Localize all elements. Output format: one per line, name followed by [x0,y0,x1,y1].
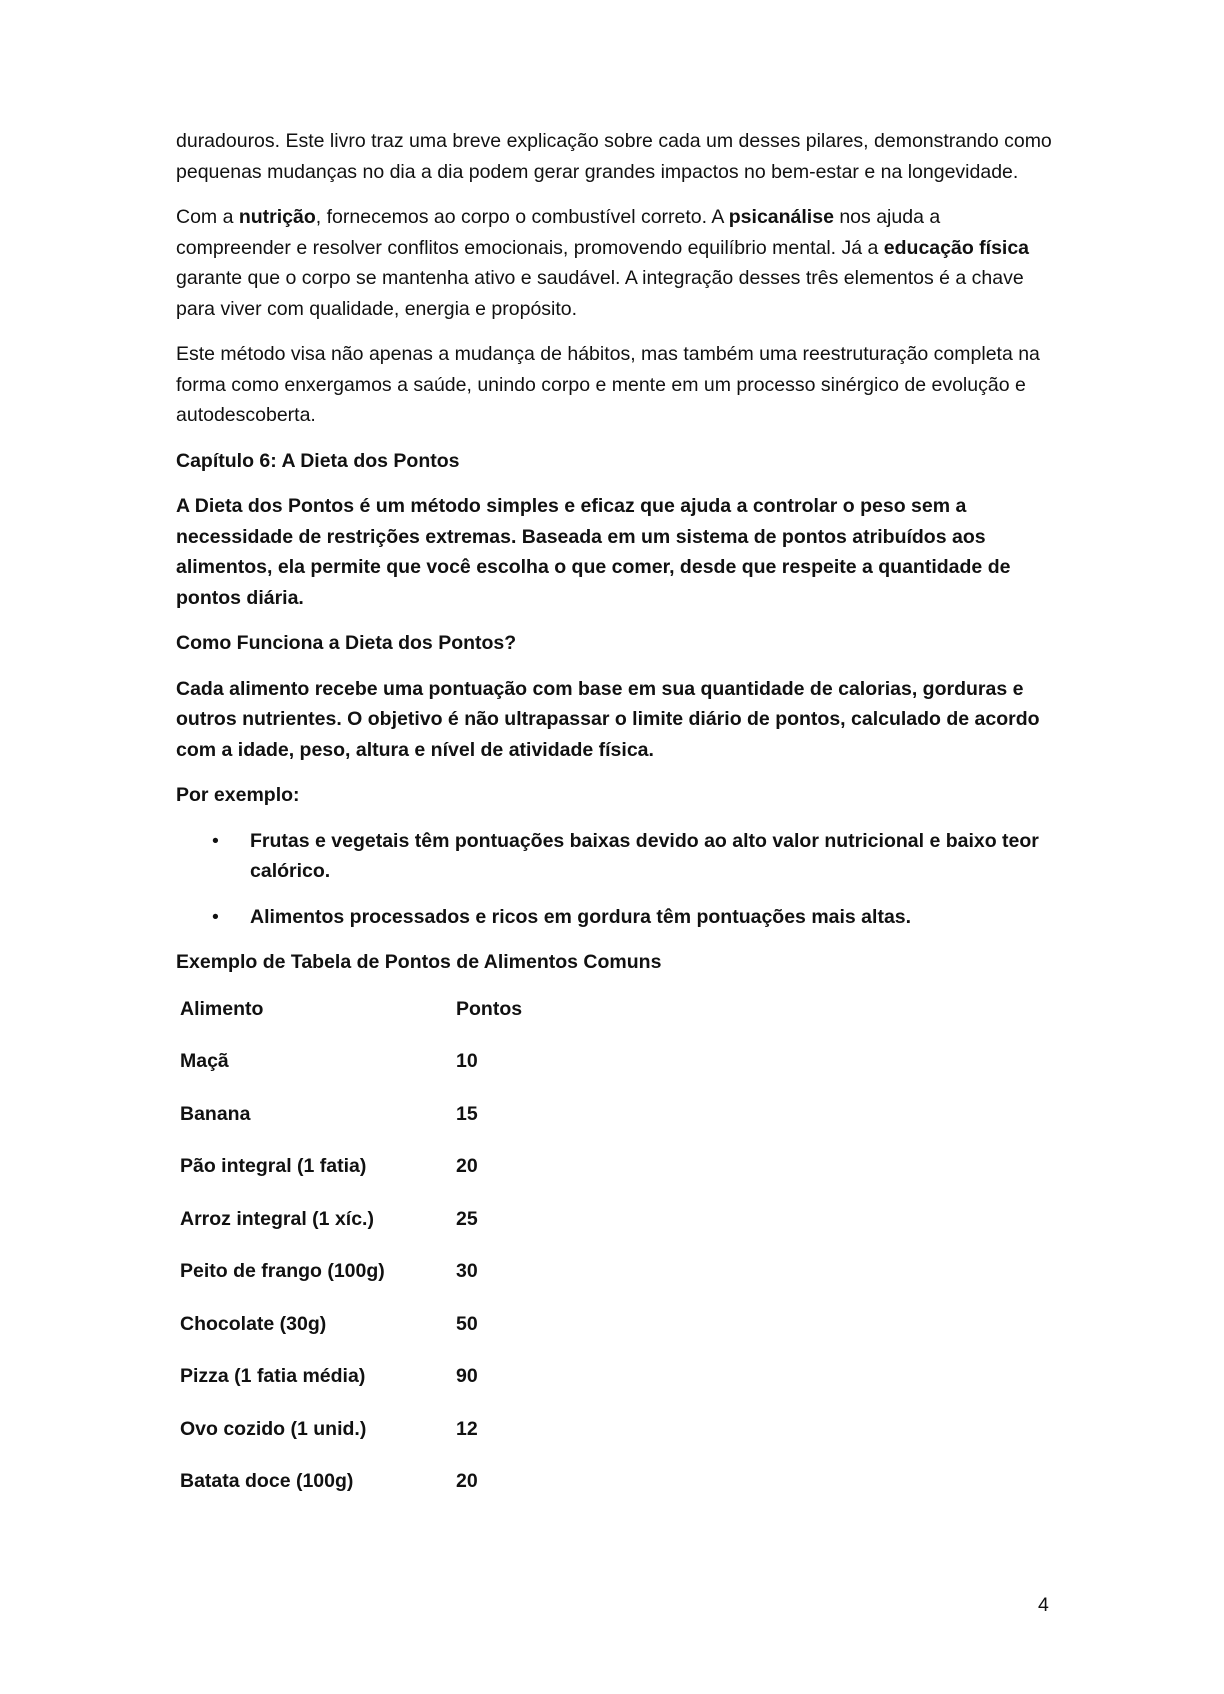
text-span: nos ajuda a compreender e resolver conflitos emocionais, promovendo equilíbrio mental. Já a [176,206,941,259]
table-cell-food: Batata doce (100g) [180,1470,354,1492]
table-row [180,1103,522,1156]
table-row [180,1313,522,1366]
list-item-text: Alimentos processados e ricos em gordura têm pontuações mais altas. [250,905,912,928]
table-cell-points: 12 [456,1417,478,1440]
points-table [180,998,522,1523]
table-cell-food: Maçã [180,1050,229,1072]
example-label: Por exemplo: [176,784,300,806]
table-row [180,1050,522,1103]
table-cell-points: 15 [456,1102,478,1125]
table-header-points: Pontos [456,997,523,1020]
bullet-icon: • [212,829,219,852]
table-cell-food: Chocolate (30g) [180,1312,327,1335]
table-row [180,1470,522,1523]
table-cell-points: 25 [456,1207,478,1230]
table-cell-food: Pizza (1 fatia média) [180,1365,366,1387]
table-cell-points: 30 [456,1260,478,1282]
intro-paragraph-1: duradouros. Este livro traz uma breve explicação sobre cada um desses pilares, demonstrando como pequenas mudanças no dia a dia podem gerar grandes impactos no bem-estar e na longevidade. [176,130,1052,183]
table-header-row [180,998,522,1051]
table-cell-food: Peito de frango (100g) [180,1260,385,1282]
chapter-intro: A Dieta dos Pontos é um método simples e eficaz que ajuda a controlar o peso sem a necessidade de restrições extremas. Baseada em um sistema de pontos atribuídos aos alimentos, ela permite que você escolha o que comer, desde que respeite a quantidade de pontos diária. [176,495,1011,609]
text-span: , fornecemos ao corpo o combustível correto. A [315,206,729,228]
section-heading-how: Como Funciona a Dieta dos Pontos? [176,632,517,654]
intro-paragraph-2 [176,202,1056,324]
table-row [180,1208,522,1261]
table-cell-food: Pão integral (1 fatia) [180,1155,367,1177]
table-header-food: Alimento [180,997,264,1020]
table-row [180,1365,522,1418]
document-page [176,126,1056,1523]
list-item [176,902,1056,933]
table-row [180,1418,522,1471]
bullet-list [176,826,1056,933]
table-cell-points: 20 [456,1155,478,1177]
table-cell-points: 20 [456,1470,478,1492]
section-text-how: Cada alimento recebe uma pontuação com base em sua quantidade de calorias, gorduras e outros nutrientes. O objetivo é não ultrapassar o limite diário de pontos, calculado de acordo com a idade, peso, altura e nível de atividade física. [176,677,1040,761]
list-item [176,826,1056,887]
table-cell-food: Ovo cozido (1 unid.) [180,1417,367,1440]
list-item-text: Frutas e vegetais têm pontuações baixas devido ao alto valor nutricional e baixo teor calórico. [250,829,1039,882]
page-number: 4 [1038,1594,1049,1616]
bold-term-psicanalise: psicanálise [728,206,834,228]
text-span: garante que o corpo se mantenha ativo e saudável. A integração desses três elementos é a chave para viver com qualidade, energia e propósito. [176,267,1024,320]
table-row [180,1155,522,1208]
bold-term-educacao-fisica: educação física [883,236,1030,259]
table-title: Exemplo de Tabela de Pontos de Alimentos Comuns [176,951,662,973]
table-row [180,1260,522,1313]
intro-paragraph-3: Este método visa não apenas a mudança de hábitos, mas também uma reestruturação completa na forma como enxergamos a saúde, unindo corpo e mente em um processo sinérgico de evolução e autodescoberta. [176,343,1040,426]
bold-term-nutricao: nutrição [238,206,316,228]
table-cell-points: 10 [456,1050,478,1072]
table-cell-food: Banana [180,1102,251,1125]
table-cell-food: Arroz integral (1 xíc.) [180,1207,374,1230]
table-cell-points: 50 [456,1312,478,1335]
text-span: Com a [176,206,239,228]
table-cell-points: 90 [456,1365,478,1387]
chapter-title: Capítulo 6: A Dieta dos Pontos [176,449,460,472]
bullet-icon: • [212,905,219,928]
